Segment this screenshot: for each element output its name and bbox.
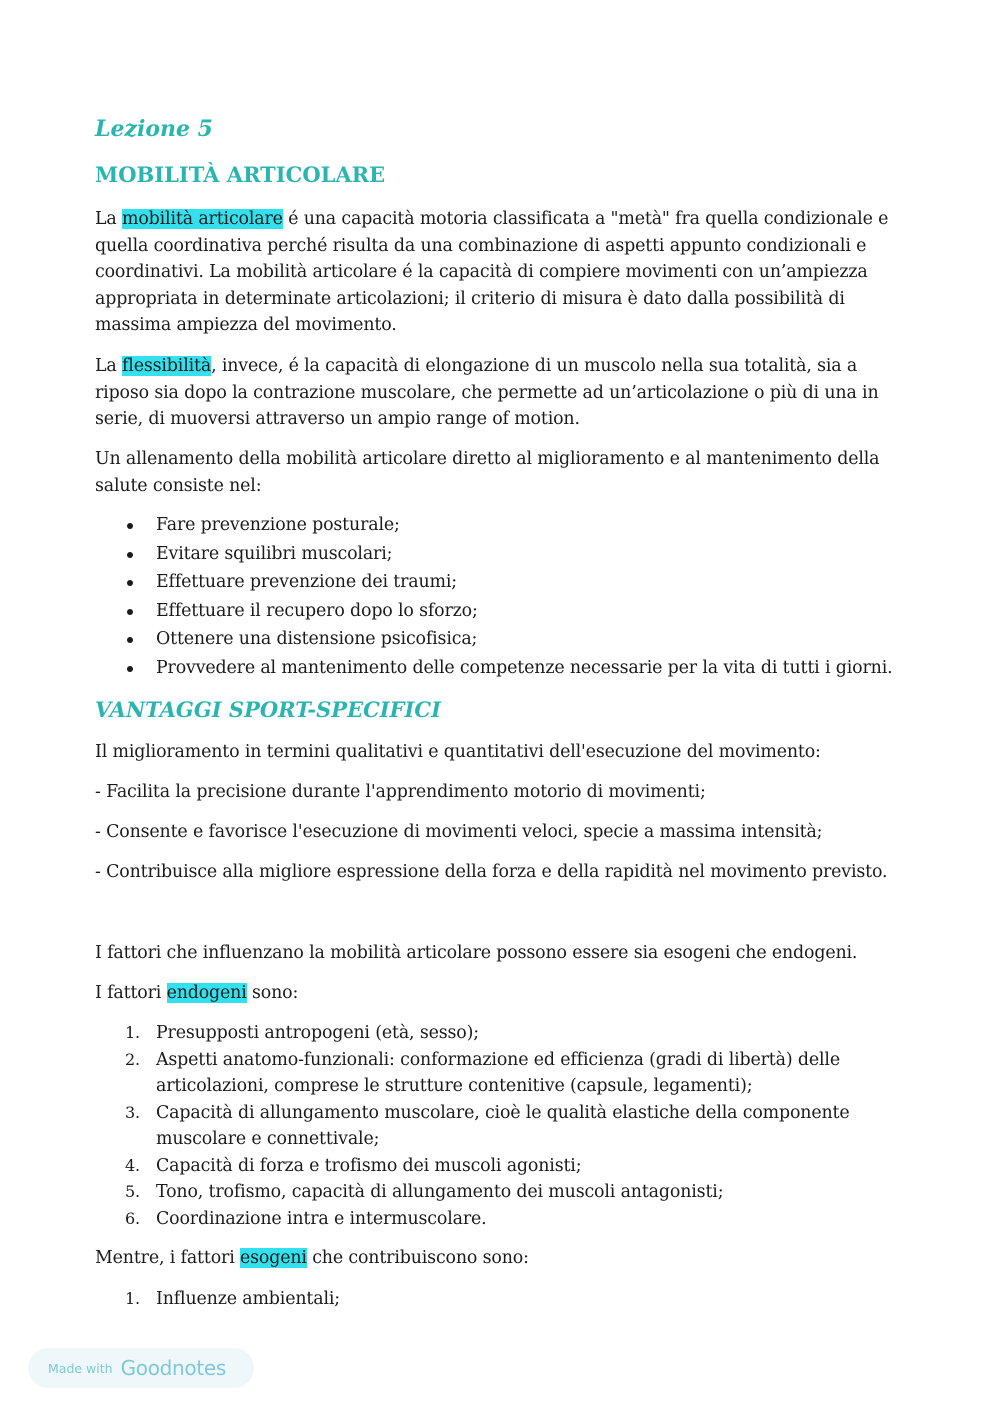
paragraph-fattori: I fattori che influenzano la mobilità articolare possono essere sia esogeni che endogeni. <box>95 943 858 963</box>
list-item: Effettuare prevenzione dei traumi; <box>95 568 915 597</box>
endogeni-line <box>95 980 915 1007</box>
list-item <box>95 1020 915 1047</box>
list-item <box>95 1179 915 1206</box>
list-item <box>95 1286 915 1313</box>
esogeni-list <box>95 1286 915 1313</box>
list-number: 5. <box>125 1182 140 1201</box>
list-number: 4. <box>125 1155 140 1175</box>
goodnotes-logo: Goodnotes <box>120 1356 227 1380</box>
dash-point: - Consente e favorisce l'esecuzione di movimenti veloci, specie a massima intensità; <box>95 822 823 842</box>
highlighted-term: mobilità articolare <box>122 209 283 229</box>
lesson-title: Lezione 5 <box>95 116 213 142</box>
list-item: Effettuare il recupero dopo lo sforzo; <box>95 597 915 626</box>
dash-point: - Contribuisce alla migliore espressione della forza e della rapidità nel movimento previsto. <box>95 862 888 882</box>
list-text: Coordinazione intra e intermuscolare. <box>156 1208 487 1229</box>
list-number: 3. <box>125 1102 140 1122</box>
paragraph-intro: Il miglioramento in termini qualitativi e quantitativi dell'esecuzione del movimento: <box>95 742 821 762</box>
list-number: 2. <box>125 1049 140 1069</box>
paragraph-text: , invece, é la capacità di elongazione di un muscolo nella sua totalità, sia a riposo sia dopo la contrazione muscolare, che permette ad un’articolazione o più di una in serie, di muoversi attraverso un ampio range of motion. <box>95 356 879 430</box>
endogeni-list <box>95 1020 915 1232</box>
paragraph-allenamento: Un allenamento della mobilità articolare diretto al miglioramento e al mantenimento della salute consiste nel: <box>95 449 880 496</box>
paragraph-text: che contribuiscono sono: <box>306 1248 529 1268</box>
paragraph-flessibilita <box>95 353 915 433</box>
list-item: Evitare squilibri muscolari; <box>95 540 915 569</box>
list-item <box>95 1153 915 1180</box>
section-heading-mobilita: MOBILITÀ ARTICOLARE <box>95 162 386 187</box>
list-text: Capacità di allungamento muscolare, cioè le qualità elastiche della componente muscolare e connettivale; <box>156 1102 850 1149</box>
bullet-list <box>95 511 915 682</box>
list-number: 6. <box>125 1208 140 1228</box>
list-item <box>95 1206 915 1233</box>
esogeni-line <box>95 1245 915 1272</box>
paragraph-text: La <box>95 209 122 229</box>
paragraph-text: sono: <box>246 983 299 1003</box>
list-text: Capacità di forza e trofismo dei muscoli agonisti; <box>156 1155 582 1176</box>
highlighted-term: endogeni <box>166 983 247 1003</box>
list-item: Ottenere una distensione psicofisica; <box>95 625 915 654</box>
list-item: Provvedere al mantenimento delle competenze necessarie per la vita di tutti i giorni. <box>95 654 915 683</box>
list-text: Tono, trofismo, capacità di allungamento dei muscoli antagonisti; <box>156 1182 724 1202</box>
list-text: Influenze ambientali; <box>156 1289 340 1309</box>
dash-point: - Facilita la precisione durante l'apprendimento motorio di movimenti; <box>95 782 706 802</box>
list-text: Aspetti anatomo-funzionali: conformazione ed efficienza (gradi di libertà) delle articolazioni, comprese le strutture contenitive (capsule, legamenti); <box>156 1049 840 1096</box>
list-number: 1. <box>125 1289 140 1308</box>
made-with-label: Made with <box>48 1360 113 1376</box>
paragraph-text: é una capacità motoria classificata a "metà" fra quella condizionale e quella coordinativa perché risulta da una combinazione di aspetti appunto condizionali e coordinativi. La mobilità articolare é la capacità di compiere movimenti con un’ampiezza appropriata in determinate articolazioni; il criterio di misura è dato dalla possibilità di massima ampiezza del movimento. <box>95 209 889 336</box>
section-heading-vantaggi: VANTAGGI SPORT-SPECIFICI <box>95 697 441 722</box>
list-text: Presupposti antropogeni (età, sesso); <box>156 1023 479 1043</box>
paragraph-text: La <box>95 356 122 376</box>
paragraph-text: I fattori <box>95 983 167 1003</box>
list-item <box>95 1100 915 1153</box>
highlighted-term: esogeni <box>240 1248 307 1268</box>
highlighted-term: flessibilità <box>122 356 212 376</box>
paragraph-mobilita <box>95 206 915 339</box>
list-item: Fare prevenzione posturale; <box>95 511 915 540</box>
paragraph-text: Mentre, i fattori <box>95 1248 240 1268</box>
list-number: 1. <box>125 1023 140 1042</box>
list-item <box>95 1047 915 1100</box>
made-with-goodnotes-badge[interactable] <box>28 1348 254 1388</box>
